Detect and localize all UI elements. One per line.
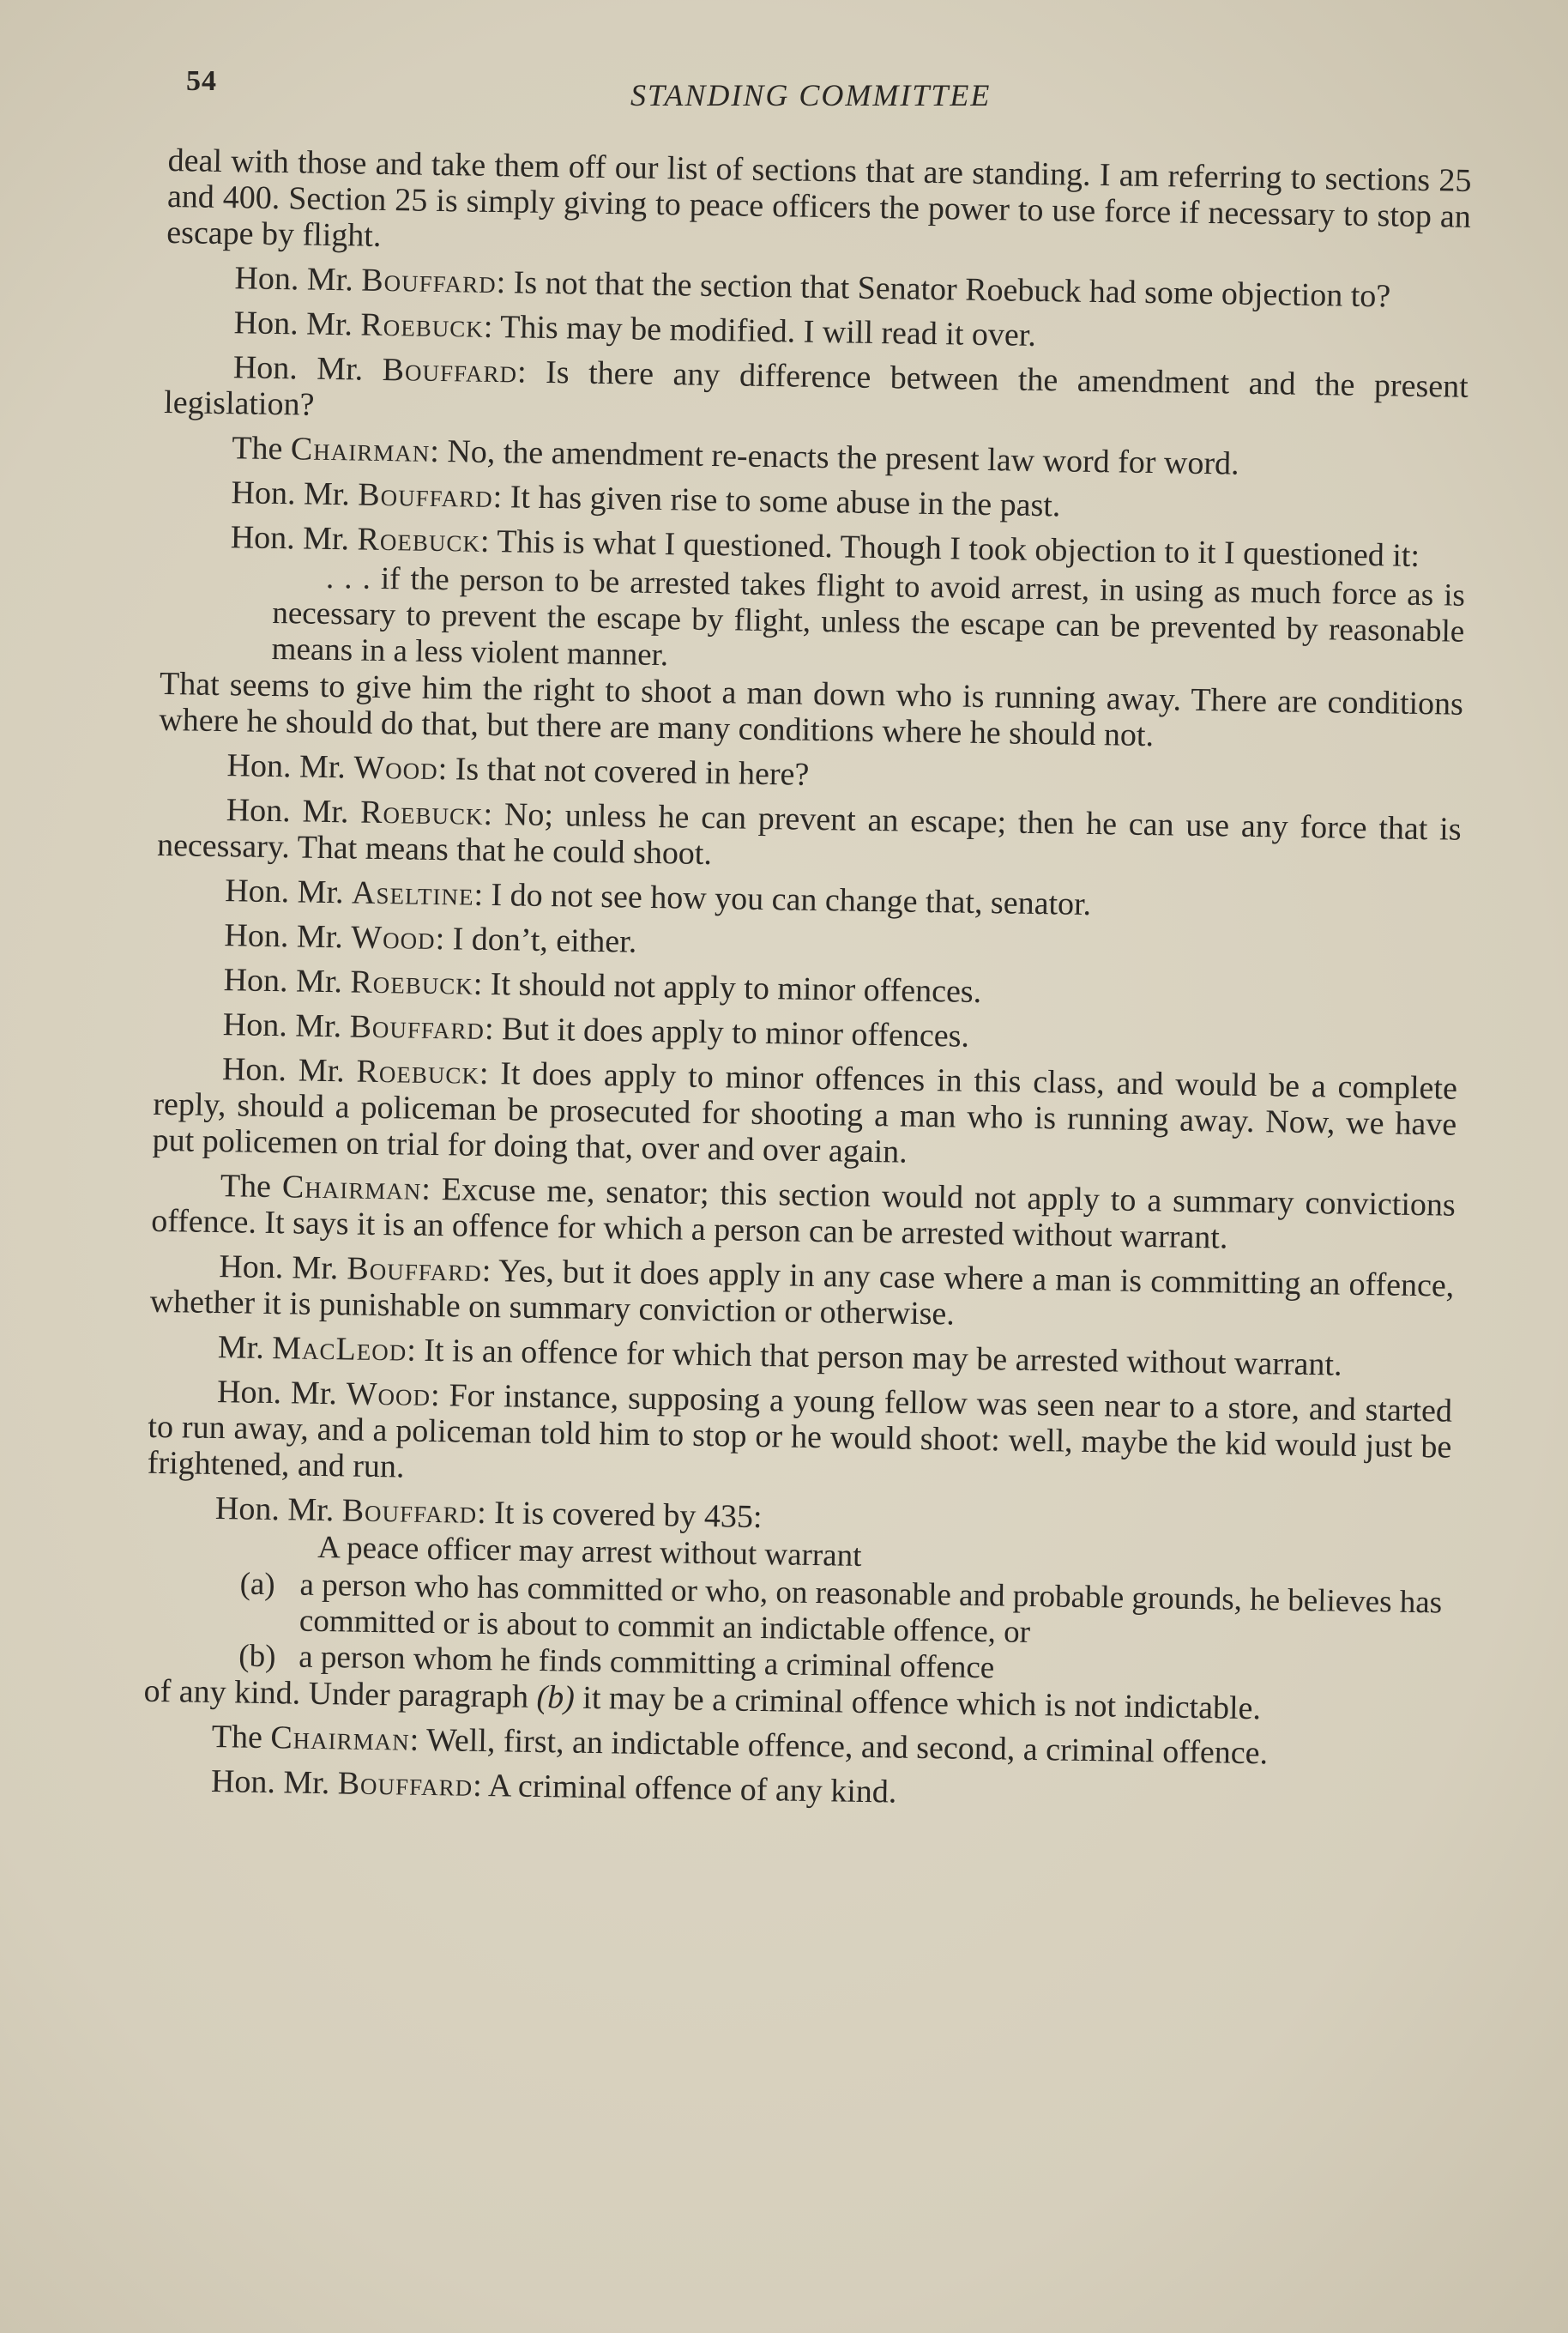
block-quote: . . . if the person to be arrested takes flight to avoid arrest, in using as much force as is necessary to prevent the escape by flight, unless the escape can be prevented by reasonable means in a less violent manner. xyxy=(271,559,1466,674)
statute-intro: A peace officer may arrest without warrant xyxy=(317,1529,862,1574)
speaker-name: MacLeod xyxy=(271,1330,407,1369)
speaker-name: Wood xyxy=(346,1375,431,1413)
speech: Hon. Mr. Roebuck: This may be modified. I will read it over. xyxy=(233,305,1037,354)
speech: Hon. Mr. Bouffard: Is not that the section that Senator Roebuck had some objection to? xyxy=(234,260,1391,315)
page-number: 54 xyxy=(186,65,217,97)
speech: The Chairman: Well, first, an indictable offence, and second, a criminal offence. xyxy=(211,1719,1269,1772)
speaker-name: Roebuck xyxy=(360,306,485,345)
speaker-name: Chairman xyxy=(270,1720,411,1758)
speech: Hon. Mr. Aseltine: I do not see how you can change that, senator. xyxy=(224,873,1092,923)
speech: Hon. Mr. Roebuck: No; unless he can prevent an escape; then he can use any force that is necessary. That means that he could shoot. xyxy=(156,792,1462,873)
speech: Hon. Mr. Roebuck: It should not apply to minor offences. xyxy=(223,962,982,1011)
speaker-name: Bouffard xyxy=(347,1250,483,1289)
speaker-name: Bouffard xyxy=(358,476,494,515)
speech: The Chairman: No, the amendment re-enacts the present law word for word. xyxy=(232,430,1239,482)
speaker-name: Bouffard xyxy=(360,262,498,301)
speaker-name: Bouffard xyxy=(349,1008,485,1047)
speaker-name: Bouffard xyxy=(341,1492,478,1531)
speaker-name: Chairman xyxy=(281,1169,422,1207)
clause-text: a person who has committed or who, on reasonable and probable grounds, he believes has committed or is about to commit an indictable offence, or xyxy=(299,1567,1443,1650)
speech: Hon. Mr. Bouffard: A criminal offence of any kind. xyxy=(210,1763,897,1810)
paragraph: deal with those and take them off our list of sections that are standing. I am referring to sections 25 and 400. Section 25 is simply giving to peace officers the power to use force if necessary to stop an escape by flight. xyxy=(166,142,1472,254)
paragraph-continuation: of any kind. Under paragraph (b) it may be a criminal offence which is not indictable. xyxy=(143,1672,1262,1727)
speech: Hon. Mr. Wood: I don’t, either. xyxy=(224,917,637,960)
speaker-name: Roebuck xyxy=(359,794,484,832)
speaker-name: Roebuck xyxy=(350,964,474,1002)
speaker-name: Wood xyxy=(350,919,436,958)
clause-label: (a) xyxy=(239,1566,276,1603)
speaker-name: Wood xyxy=(353,749,439,788)
speech: Hon. Mr. Bouffard: Yes, but it does apply in any case where a man is committing an offence, whether it is punishable on summary conviction or otherwise. xyxy=(149,1248,1455,1333)
speech: Hon. Mr. Wood: For instance, supposing a young fellow was seen near to a store, and started to run away, and a policeman told him to stop or he would shoot: well, maybe the kid would just be frightened, and run. xyxy=(147,1374,1453,1485)
speaker-name: Bouffard xyxy=(337,1765,473,1804)
speech: Hon. Mr. Bouffard: Is there any difference between the amendment and the present legislation? xyxy=(163,349,1469,423)
speaker-name: Aseltine xyxy=(351,874,474,913)
speaker-name: Bouffard xyxy=(382,351,518,390)
speech: Hon. Mr. Roebuck: This is what I questioned. Though I took objection to it I questioned it: xyxy=(230,519,1420,574)
speech: Hon. Mr. Roebuck: It does apply to minor offences in this class, and would be a complete reply, should a policeman be prosecuted for shooting a man who is running away. Now, we have put policemen on trial for doing that, over and over again. xyxy=(152,1051,1458,1170)
clause-label: (b) xyxy=(238,1638,276,1675)
speech: Mr. MacLeod: It is an offence for which that person may be arrested without warrant. xyxy=(217,1329,1342,1383)
speaker-name: Chairman xyxy=(290,431,431,469)
speech: Hon. Mr. Bouffard: It is covered by 435: xyxy=(214,1490,763,1536)
speaker-name: Roebuck xyxy=(357,521,481,559)
speech: Hon. Mr. Bouffard: It has given rise to some abuse in the past. xyxy=(231,474,1061,524)
clause-text: a person whom he finds committing a criminal offence xyxy=(298,1639,995,1686)
speech: Hon. Mr. Bouffard: But it does apply to minor offences. xyxy=(222,1006,970,1055)
speech: The Chairman: Excuse me, senator; this section would not apply to a summary convictions offence. It says it is an offence for which a person can be arrested without warrant. xyxy=(150,1168,1456,1256)
transcript-body xyxy=(142,142,1472,1828)
running-head: STANDING COMMITTEE xyxy=(630,78,992,112)
speech: Hon. Mr. Wood: Is that not covered in here? xyxy=(226,747,810,793)
speaker-name: Roebuck xyxy=(356,1053,480,1091)
paragraph-continuation: That seems to give him the right to shoot a man down who is running away. There are conditions where he should do that, but there are many conditions where he should not. xyxy=(159,665,1464,754)
